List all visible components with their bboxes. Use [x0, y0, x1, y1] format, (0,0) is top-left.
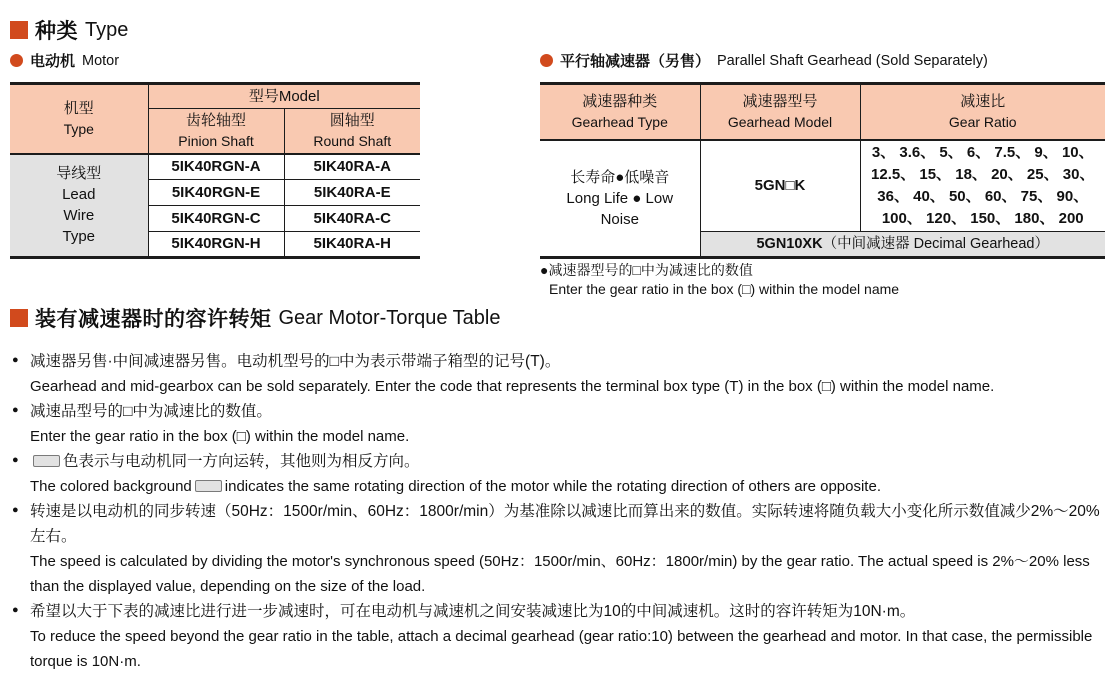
motor-label-cn: 电动机	[30, 53, 76, 70]
gearhead-label-cn: 平行轴减速器（另售）	[560, 53, 711, 70]
round-shaft-header	[284, 109, 420, 154]
bullet-circle-icon	[540, 54, 553, 67]
decimal-rest: （中间减速器 Decimal Gearhead）	[822, 236, 1049, 252]
note3-en-post: indicates the same rotating direction of the motor while the rotating direction of others are opposite.	[224, 478, 881, 495]
section-type-title-en: Type	[85, 18, 129, 41]
note3-en	[30, 474, 1112, 499]
gearhead-model-en: Gearhead Model	[727, 113, 833, 130]
gearhead-table	[540, 82, 1105, 259]
round-header-cn: 圆轴型	[329, 111, 375, 129]
gearhead-model-header	[700, 84, 860, 140]
gray-color-swatch	[195, 480, 222, 492]
note2-cn: 减速品型号的□中为减速比的数值。	[30, 403, 272, 420]
round-header-en: Round Shaft	[313, 132, 392, 149]
group-line: Wire	[63, 207, 95, 225]
gear-ratio-header	[860, 84, 1105, 140]
type-header-cn: 机型	[63, 99, 94, 117]
model-cell: 5IK40RA-A	[284, 154, 420, 180]
model-cell: 5IK40RA-C	[284, 206, 420, 232]
model-cell: 5IK40RA-H	[284, 232, 420, 258]
section-square-icon	[10, 21, 28, 39]
list-item	[10, 449, 1112, 499]
motor-table	[10, 82, 420, 259]
gear-ratio-cell	[860, 140, 1105, 232]
section-torque-title-en: Gear Motor-Torque Table	[278, 306, 501, 329]
table-row	[10, 154, 420, 180]
gearhead-type-header	[540, 84, 700, 140]
bullet-dot-icon: ●	[12, 454, 19, 466]
bullet-dot-icon: ●	[12, 354, 19, 366]
gray-color-swatch	[33, 455, 60, 467]
long-life-line: 长寿命●低噪音	[570, 168, 670, 186]
list-item	[10, 349, 1112, 399]
note3-cn-text: 色表示与电动机同一方向运转，其他则为相反方向。	[63, 453, 420, 470]
model-cell: 5IK40RGN-E	[148, 180, 284, 206]
model-cell: 5IK40RGN-H	[148, 232, 284, 258]
table-row	[540, 140, 1105, 232]
motor-label-en: Motor	[82, 52, 120, 69]
torque-notes-list	[10, 349, 1112, 674]
gearhead-note	[540, 261, 899, 299]
note1-en: Gearhead and mid-gearbox can be sold separately. Enter the code that represents the terminal box type (T) in the box (□) within the model name.	[30, 378, 995, 395]
section-square-icon	[10, 309, 28, 327]
note4-en: The speed is calculated by dividing the motor's synchronous speed (50Hz：1500r/min、60Hz：1800r/min) by the gear ratio. The actual speed is 2%～20% less than the displayed value, depending on the size of the load.	[30, 553, 1090, 595]
gearhead-model-cn: 减速器型号	[742, 92, 818, 110]
gearhead-subtitle	[540, 50, 988, 71]
decimal-model: 5GN10XK	[756, 236, 823, 252]
gearhead-note-en: Enter the gear ratio in the box (□) within the model name	[549, 281, 900, 297]
gearhead-label-en: Parallel Shaft Gearhead (Sold Separately)	[717, 52, 988, 69]
bullet-circle-icon	[10, 54, 23, 67]
note5-en: To reduce the speed beyond the gear ratio in the table, attach a decimal gearhead (gear ratio:10) between the gearhead and motor. In that case, the permissible torque is 10N·m.	[30, 628, 1093, 670]
group-line: Lead	[62, 186, 96, 204]
group-line: Type	[62, 228, 96, 246]
motor-subtitle	[10, 50, 119, 71]
model-cell: 5IK40RA-E	[284, 180, 420, 206]
type-header-en: Type	[63, 120, 94, 137]
bullet-dot-icon: ●	[12, 604, 19, 616]
note2-en: Enter the gear ratio in the box (□) within the model name.	[30, 428, 410, 445]
gearhead-model-cell: 5GN□K	[700, 140, 860, 232]
list-item	[10, 599, 1112, 674]
section-torque-title	[10, 303, 500, 333]
gearhead-type-cn: 减速器种类	[582, 92, 658, 110]
pinion-header-en: Pinion Shaft	[178, 132, 254, 149]
motor-table-type-header	[10, 84, 148, 154]
decimal-gearhead-cell	[700, 232, 1105, 258]
ratio-line: 12.5、 15、 18、 20、 25、 30、	[871, 165, 1095, 183]
long-life-cell	[540, 140, 700, 258]
long-life-line: Long Life ● Low	[566, 189, 674, 207]
ratio-line: 36、 40、 50、 60、 75、 90、	[877, 187, 1089, 205]
section-type-title	[10, 15, 128, 45]
gear-ratio-en: Gear Ratio	[948, 113, 1017, 130]
gearhead-note-cn: ●减速器型号的□中为减速比的数值	[540, 262, 753, 278]
model-header-cell: 型号Model	[148, 84, 420, 109]
model-cell: 5IK40RGN-C	[148, 206, 284, 232]
note5-cn: 希望以大于下表的减速比进行进一步减速时，可在电动机与减速机之间安装减速比为10的中间减速机。这时的容许转矩为10N·m。	[30, 603, 916, 620]
bullet-dot-icon: ●	[12, 404, 19, 416]
ratio-line: 3、 3.6、 5、 6、 7.5、 9、 10、	[871, 143, 1094, 161]
note4-cn: 转速是以电动机的同步转速（50Hz：1500r/min、60Hz：1800r/min）为基准除以减速比而算出来的数值。实际转速将随负载大小变化所示数值减少2%～20%左右。	[30, 503, 1100, 545]
section-torque-title-cn: 装有减速器时的容许转矩	[35, 308, 272, 331]
gearhead-type-en: Gearhead Type	[571, 113, 668, 130]
lead-wire-type-cell	[10, 154, 148, 258]
list-item	[10, 499, 1112, 599]
list-item	[10, 399, 1112, 449]
gear-ratio-cn: 减速比	[960, 92, 1006, 110]
pinion-shaft-header	[148, 109, 284, 154]
ratio-line: 100、 120、 150、 180、 200	[881, 209, 1084, 227]
note3-en-pre: The colored background	[30, 478, 192, 495]
model-cell: 5IK40RGN-A	[148, 154, 284, 180]
long-life-line: Noise	[600, 210, 639, 228]
bullet-dot-icon: ●	[12, 504, 19, 516]
note1-cn: 减速器另售·中间减速器另售。电动机型号的□中为表示带端子箱型的记号(T)。	[30, 353, 561, 370]
group-line: 导线型	[56, 165, 102, 183]
pinion-header-cn: 齿轮轴型	[185, 111, 246, 129]
note3-cn	[30, 449, 1112, 474]
section-type-title-cn: 种类	[35, 20, 78, 43]
